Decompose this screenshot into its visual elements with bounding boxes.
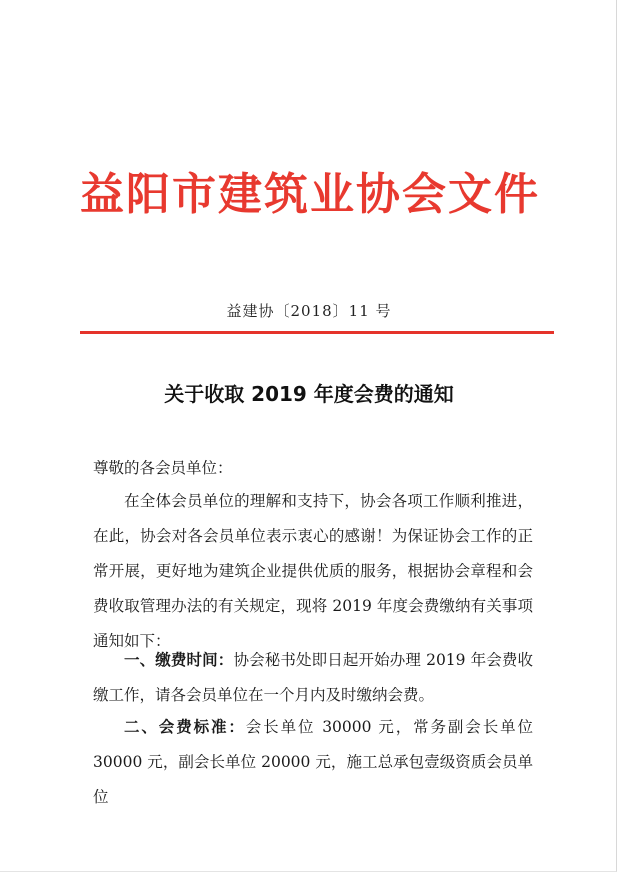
- salutation: 尊敬的各会员单位：: [93, 459, 233, 477]
- paragraph-intro: [93, 484, 533, 659]
- item-fee-standard-heading: 二、会费标准：: [124, 718, 246, 736]
- item-fee-standard-text: 会长单位 30000 元，常务副会长单位 30000 元，副会长单位 20000 元，施工总承包壹级资质会员单位: [93, 718, 533, 806]
- item-payment-time-text: 协会秘书处即日起开始办理 2019 年会费收缴工作，请各会员单位在一个月内及时缴纳会费。: [93, 651, 533, 704]
- notice-title: 关于收取 2019 年度会费的通知: [164, 382, 454, 406]
- item-payment-time-heading: 一、缴费时间：: [124, 651, 234, 669]
- masthead-title: 益阳市建筑业协会文件: [80, 169, 540, 220]
- document-number: 益建协〔2018〕11 号: [226, 302, 392, 320]
- paragraph-intro-text: 在全体会员单位的理解和支持下，协会各项工作顺利推进，在此，协会对各会员单位表示衷心的感谢！为保证协会工作的正常开展，更好地为建筑企业提供优质的服务，根据协会章程和会费收取管理办法的有关规定，现将 2019 年度会费缴纳有关事项通知如下：: [93, 492, 533, 650]
- item-fee-standard: [93, 710, 533, 815]
- item-payment-time: [93, 643, 533, 713]
- red-divider-line: [80, 331, 554, 334]
